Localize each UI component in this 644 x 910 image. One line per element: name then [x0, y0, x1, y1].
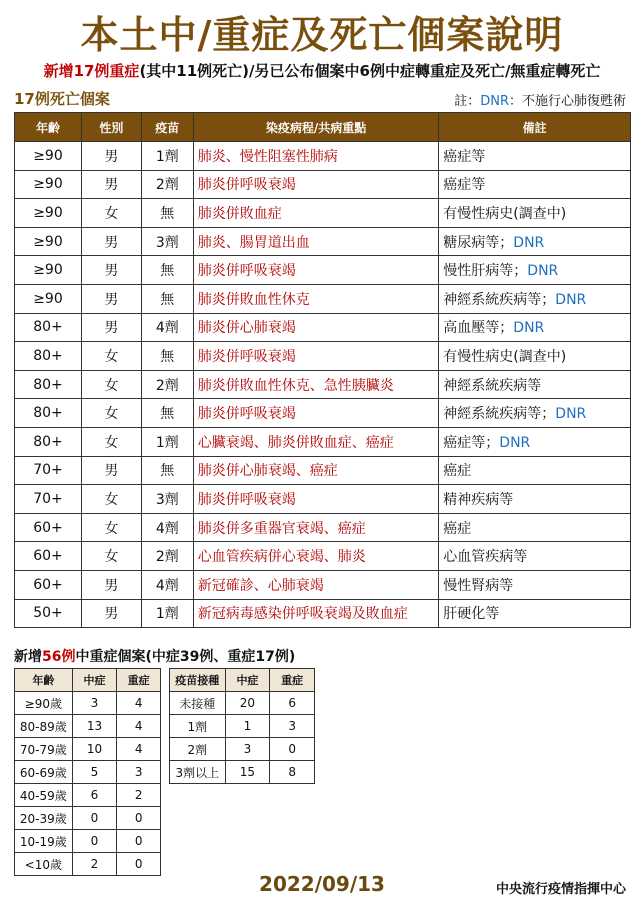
- table-row: [15, 284, 631, 313]
- age-cell: <10歲: [15, 853, 73, 876]
- cell-age: 60+: [15, 542, 82, 571]
- age-cell: 6: [72, 784, 117, 807]
- cell-sex: 女: [81, 427, 141, 456]
- vaccine-cell: 15: [225, 761, 270, 784]
- note-prefix: 註：: [454, 94, 481, 109]
- vaccine-cell: 1劑: [170, 715, 226, 738]
- cell-remark: [439, 427, 631, 456]
- vaccine-cell: 2劑: [170, 738, 226, 761]
- table-row: [15, 313, 631, 342]
- age-cell: 70-79歲: [15, 738, 73, 761]
- cell-disease: 肺炎併多重器官衰竭、癌症: [193, 513, 439, 542]
- cell-remark: [439, 570, 631, 599]
- cell-age: 60+: [15, 513, 82, 542]
- death-table-header: [15, 113, 631, 142]
- note-text: ：不施行心肺復甦術: [508, 94, 626, 109]
- table-row: [15, 427, 631, 456]
- summary-subtitle: [0, 60, 644, 81]
- age-cell: 60-69歲: [15, 761, 73, 784]
- deaths-label: 17例死亡個案: [14, 90, 110, 108]
- cell-remark: [439, 370, 631, 399]
- cell-sex: 女: [81, 199, 141, 228]
- remark-text: 心血管疾病等: [443, 549, 528, 566]
- vaccine-row: [170, 738, 315, 761]
- age-cell: 20-39歲: [15, 807, 73, 830]
- cell-age: 80+: [15, 370, 82, 399]
- cell-disease: 心臟衰竭、肺炎併敗血症、癌症: [193, 427, 439, 456]
- cell-vaccine: 4劑: [141, 313, 193, 342]
- cell-vaccine: 3劑: [141, 227, 193, 256]
- cell-disease: 肺炎併呼吸衰竭: [193, 342, 439, 371]
- cell-disease: 肺炎併敗血症: [193, 199, 439, 228]
- cell-sex: 男: [81, 227, 141, 256]
- page-title: 本土中/重症及死亡個案說明: [80, 13, 564, 57]
- age-row: [15, 715, 161, 738]
- cell-age: ≥90: [15, 256, 82, 285]
- header-vaccine: 疫苗: [141, 113, 193, 142]
- age-row: [15, 784, 161, 807]
- cell-age: 80+: [15, 313, 82, 342]
- cell-vaccine: 1劑: [141, 142, 193, 171]
- table-row: [15, 570, 631, 599]
- table-row: [15, 542, 631, 571]
- remark-text: 癌症: [443, 520, 472, 537]
- table-row: [15, 456, 631, 485]
- remark-text: 有慢性病史(調查中): [443, 348, 567, 365]
- cell-disease: 肺炎併心肺衰竭、癌症: [193, 456, 439, 485]
- remark-text: 癌症等: [443, 177, 486, 194]
- cell-age: 80+: [15, 342, 82, 371]
- cell-disease: 肺炎、腸胃道出血: [193, 227, 439, 256]
- cell-age: ≥90: [15, 284, 82, 313]
- dnr-tag: DNR: [499, 434, 531, 451]
- cell-vaccine: 無: [141, 256, 193, 285]
- death-cases-table: [14, 112, 631, 628]
- cell-age: 80+: [15, 399, 82, 428]
- cell-remark: [439, 256, 631, 285]
- severe-suffix: 中重症個案(中症39例、重症17例): [75, 649, 296, 665]
- remark-text: 癌症等: [443, 148, 486, 165]
- table-row: [15, 485, 631, 514]
- cell-remark: [439, 513, 631, 542]
- remark-text: 精神疾病等: [443, 491, 514, 508]
- cell-age: 60+: [15, 570, 82, 599]
- vaccine-breakdown-table: [169, 668, 315, 784]
- cell-disease: 新冠病毒感染併呼吸衰竭及敗血症: [193, 599, 439, 628]
- age-cell: 0: [117, 853, 161, 876]
- dnr-tag: DNR: [555, 406, 587, 423]
- dnr-tag: DNR: [513, 320, 545, 337]
- cell-vaccine: 1劑: [141, 599, 193, 628]
- age-cell: 4: [117, 738, 161, 761]
- table-row: [15, 599, 631, 628]
- cell-remark: [439, 170, 631, 199]
- table-row: [15, 513, 631, 542]
- age-row: [15, 807, 161, 830]
- remark-text: 有慢性病史(調查中): [443, 205, 567, 222]
- cell-vaccine: 無: [141, 284, 193, 313]
- report-date: 2022/09/13: [259, 872, 385, 896]
- remark-text: 高血壓等；: [443, 320, 514, 337]
- age-cell: 10-19歲: [15, 830, 73, 853]
- age-cell: 10: [72, 738, 117, 761]
- age-cell: 4: [117, 715, 161, 738]
- vac-header-status: 疫苗接種: [170, 669, 226, 692]
- cell-age: 70+: [15, 485, 82, 514]
- cell-sex: 男: [81, 284, 141, 313]
- remark-text: 慢性肝病等；: [443, 263, 528, 280]
- age-cell: 3: [117, 761, 161, 784]
- cell-remark: [439, 542, 631, 571]
- cell-disease: 肺炎併呼吸衰竭: [193, 399, 439, 428]
- cell-age: ≥90: [15, 227, 82, 256]
- remark-text: 神經系統疾病等；: [443, 291, 556, 308]
- cell-vaccine: 2劑: [141, 370, 193, 399]
- remark-text: 癌症: [443, 463, 472, 480]
- vaccine-cell: 6: [270, 692, 315, 715]
- cell-disease: 肺炎併呼吸衰竭: [193, 256, 439, 285]
- table-row: [15, 342, 631, 371]
- cell-sex: 男: [81, 456, 141, 485]
- cell-vaccine: 無: [141, 199, 193, 228]
- age-cell: 80-89歲: [15, 715, 73, 738]
- cell-sex: 女: [81, 542, 141, 571]
- age-header-age: 年齡: [15, 669, 73, 692]
- cell-vaccine: 4劑: [141, 570, 193, 599]
- cell-age: 80+: [15, 427, 82, 456]
- cell-disease: 肺炎併心肺衰竭: [193, 313, 439, 342]
- age-breakdown-table: [14, 668, 161, 876]
- cell-sex: 女: [81, 370, 141, 399]
- age-cell: 2: [117, 784, 161, 807]
- cell-remark: [439, 485, 631, 514]
- vaccine-row: [170, 715, 315, 738]
- cell-disease: 肺炎、慢性阻塞性肺病: [193, 142, 439, 171]
- vaccine-cell: 3劑以上: [170, 761, 226, 784]
- cell-vaccine: 3劑: [141, 485, 193, 514]
- cell-disease: 肺炎併敗血性休克、急性胰臟炎: [193, 370, 439, 399]
- age-row: [15, 830, 161, 853]
- age-cell: 3: [72, 692, 117, 715]
- age-cell: 13: [72, 715, 117, 738]
- cell-remark: [439, 313, 631, 342]
- age-cell: 4: [117, 692, 161, 715]
- age-header-severe: 重症: [117, 669, 161, 692]
- cell-disease: 肺炎併呼吸衰竭: [193, 170, 439, 199]
- remark-text: 肝硬化等: [443, 606, 500, 623]
- age-row: [15, 738, 161, 761]
- severe-prefix: 新增: [14, 649, 42, 665]
- cell-disease: 肺炎併呼吸衰竭: [193, 485, 439, 514]
- age-cell: 0: [117, 830, 161, 853]
- age-cell: 5: [72, 761, 117, 784]
- cell-sex: 女: [81, 485, 141, 514]
- cell-remark: [439, 142, 631, 171]
- remark-text: 慢性腎病等: [443, 577, 514, 594]
- dnr-note: [454, 90, 626, 109]
- cell-vaccine: 4劑: [141, 513, 193, 542]
- table-row: [15, 170, 631, 199]
- cell-remark: [439, 399, 631, 428]
- cell-disease: 心血管疾病併心衰竭、肺炎: [193, 542, 439, 571]
- vaccine-row: [170, 692, 315, 715]
- vaccine-cell: 1: [225, 715, 270, 738]
- cell-vaccine: 無: [141, 456, 193, 485]
- cell-age: 50+: [15, 599, 82, 628]
- cell-vaccine: 2劑: [141, 542, 193, 571]
- subtitle-detail: (其中11例死亡)/另已公布個案中6例中症轉重症及死亡/無重症轉死亡: [139, 62, 601, 80]
- age-cell: 0: [117, 807, 161, 830]
- severe-count: 56例: [42, 649, 76, 665]
- cell-remark: [439, 456, 631, 485]
- cell-sex: 男: [81, 599, 141, 628]
- table-row: [15, 399, 631, 428]
- cell-age: 70+: [15, 456, 82, 485]
- cell-disease: 肺炎併敗血性休克: [193, 284, 439, 313]
- cell-remark: [439, 227, 631, 256]
- table-row: [15, 142, 631, 171]
- cell-remark: [439, 342, 631, 371]
- vac-header-severe: 重症: [270, 669, 315, 692]
- vaccine-cell: 未接種: [170, 692, 226, 715]
- cell-vaccine: 無: [141, 342, 193, 371]
- header-age: 年齡: [15, 113, 82, 142]
- cell-sex: 女: [81, 399, 141, 428]
- age-cell: 0: [72, 830, 117, 853]
- table-row: [15, 199, 631, 228]
- cell-sex: 男: [81, 142, 141, 171]
- vaccine-cell: 3: [225, 738, 270, 761]
- vac-header-moderate: 中症: [225, 669, 270, 692]
- cell-age: ≥90: [15, 199, 82, 228]
- vaccine-cell: 8: [270, 761, 315, 784]
- issuing-org: 中央流行疫情指揮中心: [495, 882, 626, 897]
- cell-remark: [439, 599, 631, 628]
- dnr-tag: DNR: [555, 291, 587, 308]
- note-dnr: DNR: [480, 94, 509, 109]
- vaccine-row: [170, 761, 315, 784]
- vaccine-cell: 20: [225, 692, 270, 715]
- header-disease: 染疫病程/共病重點: [193, 113, 439, 142]
- remark-text: 糖尿病等；: [443, 234, 514, 251]
- cell-remark: [439, 284, 631, 313]
- cell-vaccine: 1劑: [141, 427, 193, 456]
- remark-text: 神經系統疾病等: [443, 377, 542, 394]
- header-remark: 備註: [439, 113, 631, 142]
- cell-vaccine: 無: [141, 399, 193, 428]
- header-sex: 性別: [81, 113, 141, 142]
- age-cell: 2: [72, 853, 117, 876]
- dnr-tag: DNR: [513, 234, 545, 251]
- new-severe-count: 新增17例重症: [43, 62, 140, 80]
- severe-section-title: [14, 646, 295, 666]
- cell-age: ≥90: [15, 170, 82, 199]
- age-header-moderate: 中症: [72, 669, 117, 692]
- cell-sex: 男: [81, 313, 141, 342]
- cell-sex: 男: [81, 170, 141, 199]
- cell-vaccine: 2劑: [141, 170, 193, 199]
- table-row: [15, 370, 631, 399]
- vaccine-cell: 0: [270, 738, 315, 761]
- remark-text: 癌症等；: [443, 434, 500, 451]
- age-cell: 40-59歲: [15, 784, 73, 807]
- cell-remark: [439, 199, 631, 228]
- table-row: [15, 227, 631, 256]
- vaccine-cell: 3: [270, 715, 315, 738]
- remark-text: 神經系統疾病等；: [443, 406, 556, 423]
- age-row: [15, 692, 161, 715]
- table-row: [15, 256, 631, 285]
- cell-sex: 男: [81, 570, 141, 599]
- cell-age: ≥90: [15, 142, 82, 171]
- age-row: [15, 761, 161, 784]
- cell-sex: 女: [81, 342, 141, 371]
- dnr-tag: DNR: [527, 263, 559, 280]
- age-cell: ≥90歲: [15, 692, 73, 715]
- cell-disease: 新冠確診、心肺衰竭: [193, 570, 439, 599]
- cell-sex: 女: [81, 513, 141, 542]
- cell-sex: 男: [81, 256, 141, 285]
- age-cell: 0: [72, 807, 117, 830]
